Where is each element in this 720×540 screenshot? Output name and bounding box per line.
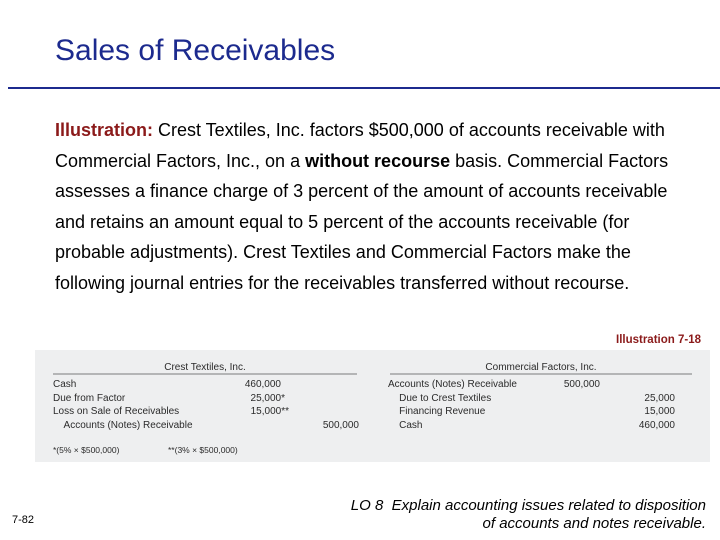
illustration-text-part1: Crest Textiles, Inc. factors $500,000 of accounts receivable with Commercial Factors, Inc., on a [55, 120, 665, 171]
learning-objective-line-2: of accounts and notes receivable. [482, 515, 706, 532]
journal-row [53, 420, 359, 433]
crest-footnote-1: *(5% × $500,000) [53, 445, 120, 455]
debit-amount: 500,000 [563, 379, 600, 390]
slide-title: Sales of Receivables [55, 34, 336, 67]
account-name: Financing Revenue [388, 406, 486, 417]
journal-row [388, 379, 675, 392]
account-name: Due from Factor [53, 392, 126, 404]
account-name: Cash [388, 419, 423, 431]
debit-amount: 15,000** [250, 406, 289, 417]
debit-amount: 25,000* [250, 392, 285, 404]
commercial-header: Commercial Factors, Inc. [485, 362, 597, 373]
learning-objective [351, 497, 706, 533]
journal-row [53, 393, 359, 406]
journal-row [388, 393, 675, 406]
account-name: Accounts (Notes) Receivable [53, 419, 193, 431]
crest-header: Crest Textiles, Inc. [164, 362, 246, 373]
slide-number: 7-82 [12, 514, 35, 526]
credit-amount: 25,000 [644, 392, 675, 404]
journal-row [53, 406, 359, 419]
commercial-entries [388, 379, 675, 439]
illustration-bold-term: without recourse [305, 150, 451, 171]
journal-entries-panel [35, 350, 710, 462]
illustration-paragraph [55, 115, 695, 298]
title-underline [8, 87, 720, 89]
credit-amount: 15,000 [644, 406, 675, 417]
journal-row [388, 406, 675, 419]
illustration-reference: Illustration 7-18 [616, 334, 701, 346]
account-name: Loss on Sale of Receivables [53, 406, 180, 417]
crest-footnote-2: **(3% × $500,000) [168, 445, 238, 455]
debit-amount: 460,000 [244, 379, 281, 390]
credit-amount: 460,000 [638, 419, 675, 431]
journal-row [53, 379, 359, 392]
crest-entries [53, 379, 359, 439]
account-name: Due to Crest Textiles [388, 392, 492, 404]
account-name: Accounts (Notes) Receivable [388, 379, 517, 390]
illustration-lead-label: Illustration: [55, 120, 153, 140]
credit-amount: 500,000 [322, 419, 359, 431]
journal-row [388, 420, 675, 433]
learning-objective-line-1: LO 8 Explain accounting issues related to disposition [350, 497, 706, 514]
illustration-text-part2: basis. Commercial Factors assesses a finance charge of 3 percent of the amount of accounts receivable and retains an amount equal to 5 percent of the accounts receivable (for probable adjustments). Crest Textiles and Commercial Factors make the following journal entries for the receivables transferred without recourse. [55, 150, 669, 293]
account-name: Cash [53, 379, 77, 390]
